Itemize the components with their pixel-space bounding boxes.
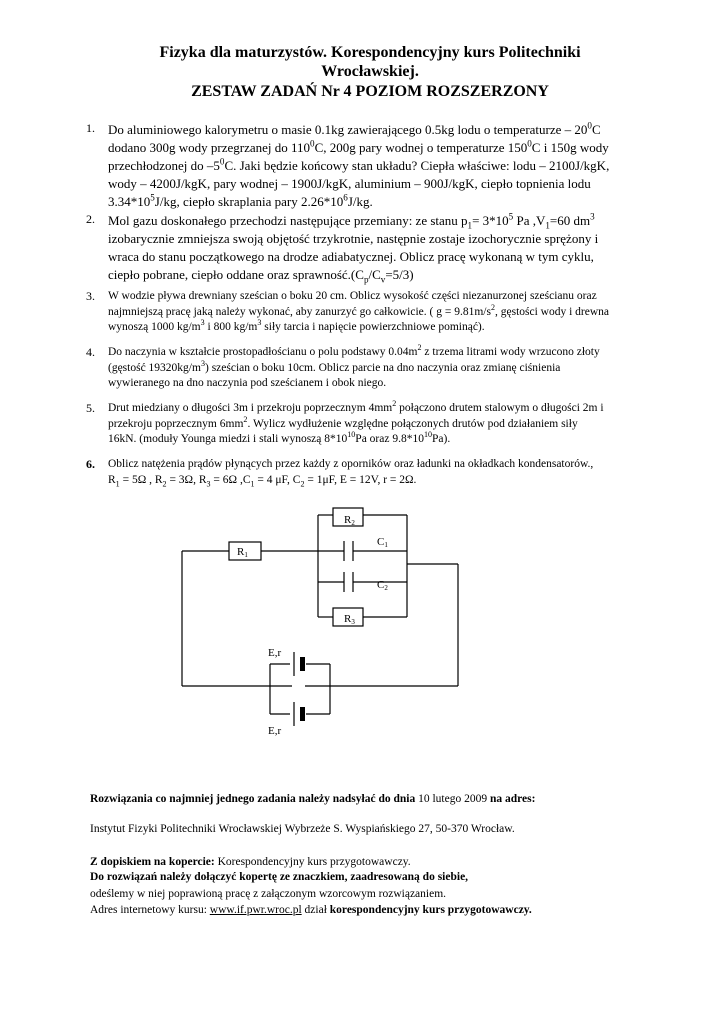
course-website-link[interactable]: www.if.pwr.wroc.pl (209, 904, 302, 916)
task-text: Do naczynia w kształcie prostopadłościanu o polu podstawy $0.04m^2$ z trzema litrami wody wrzucono złoty (gęstość $19320kg/m^3$) sześcian o boku 10cm. Oblicz parcie na dno naczynia oraz zmianę ciśnienia wywieranego na dno naczynia pod sześcianem i obok niego. (108, 343, 600, 389)
task-number: 3. (86, 289, 95, 303)
task-text: W wodzie pływa drewniany sześcian o boku 20 cm. Oblicz wysokość części niezanurzonej sześcianu oraz najmniejszą pracę jaką należy wykonać, aby zanurzyć go całkowicie. ( $g = 9.81m/s^2$, gęstości wody i drewna wynoszą 1000 $kg/m^3$ i 800 $kg/m^3$ siły tarcia i napięcie powierzchniowe pominąć). (108, 290, 610, 333)
footer-address: Instytut Fizyki Politechniki Wrocławskiej Wybrzeże S. Wyspiańskiego 27, 50-370 Wrocław. (90, 823, 515, 835)
task-text: Drut miedziany o długości 3m i przekroju poprzecznym $4mm^2$ połączono drutem stalowym o długości 2m i przekroju poprzecznym $6mm^2$. Wylicz wydłużenie względne połączonych drutów pod działaniem siły 16kN. (moduły Younga miedzi i stali wynoszą $8*10^{10}Pa$ oraz $9.8*10^{10}Pa$). (108, 399, 604, 445)
label-c1: C1 (377, 536, 388, 549)
task-text: Do aluminiowego kalorymetru o masie 0.1kg zawierającego 0.5kg lodu o temperaturze – $20^0C$ dodano 300g wody przegrzanej do $110^0C$, 200g pary wodnej o temperaturze $150^0C$ i 150g wody przechłodzonej do $-5^0C$. Jaki będzie końcowy stan układu? Ciepła właściwe: lodu – 2100J/kgK, wody – 4200J/kgK, pary wodnej – 1900J/kgK, aluminium – 900J/kgK, ciepło topnienia lodu $3.34*10^5J/kg$, ciepło skraplania pary $2.26*10^6J/kg$. (108, 120, 610, 209)
battery-bottom-plate (300, 707, 305, 721)
task-number: 1. (86, 121, 95, 135)
battery-top-plate (300, 657, 305, 671)
label-r3: R3 (344, 613, 355, 626)
task-text: Oblicz natężenia prądów płynących przez każdy z oporników oraz ładunki na okładkach kondensatorów., $R_1 = 5\Omega$ , $R_2 = 3\Omega$, $R_3 = 6\Omega$ $,C_1 = 4$ μF, $C_2 = 1\mu F$, E = 12V, r = 2Ω. (108, 458, 594, 488)
label-source-bottom: E,r (268, 725, 282, 737)
header-title-line3: ZESTAW ZADAŃ Nr 4 POZIOM ROZSZERZONY (191, 83, 549, 100)
footer-website: Adres internetowy kursu: www.if.pwr.wroc.pl dział korespondencyjny kurs przygotowawczy. (90, 904, 532, 916)
label-source-top: E,r (268, 647, 282, 659)
header-title-line2: Wrocławskiej. (321, 63, 419, 80)
footer-envelope-note: Z dopiskiem na kopercie: Korespondencyjny kurs przygotowawczy. (90, 856, 411, 868)
label-r2: R2 (344, 514, 355, 527)
label-c2: C2 (377, 579, 388, 592)
task-number: 4. (86, 345, 95, 359)
footer-return-envelope: Do rozwiązań należy dołączyć kopertę ze znaczkiem, zaadresowaną do siebie, (90, 871, 469, 883)
task-text: Mol gazu doskonałego przechodzi następujące przemiany: ze stanu $p_1= 3*10^5$ Pa $,V_1=60$ $dm^3$ izobarycznie zmniejsza swoją objętość trzykrotnie, następnie zostaje izochorycznie sprężony i wraca do stanu początkowego na drodze adiabatycznej. Oblicz pracę wykonaną w tym cyklu, ciepło pobrane, ciepło oddane oraz $sprawność.(C_p/C_v=5/3)$ (108, 211, 599, 285)
task-number: 6. (86, 457, 95, 471)
footer-deadline: Rozwiązania co najmniej jednego zadania należy nadsyłać do dnia 10 lutego 2009 na adres: (90, 793, 536, 805)
task-number: 5. (86, 401, 95, 415)
label-r1: R1 (237, 546, 248, 559)
footer-return-note: odeślemy w niej poprawioną pracę z załączonym wzorcowym rozwiązaniem. (90, 888, 447, 900)
header-title-line1: Fizyka dla maturzystów. Korespondencyjny kurs Politechniki (159, 44, 581, 61)
task-number: 2. (86, 212, 95, 226)
